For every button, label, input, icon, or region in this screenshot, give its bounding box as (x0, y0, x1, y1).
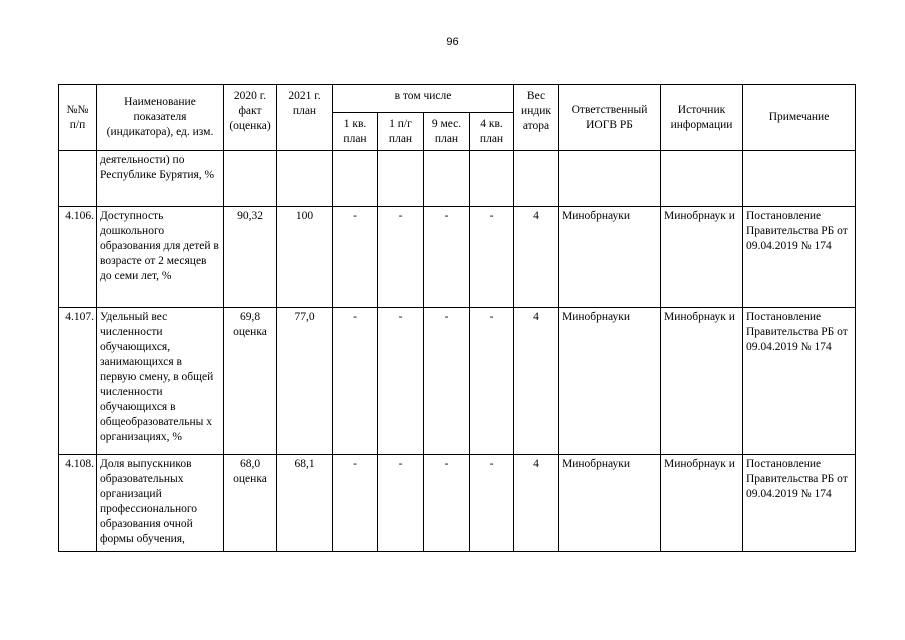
table-row (59, 151, 856, 207)
row-responsible (559, 151, 661, 207)
row-name: Доля выпускников образовательных организаций профессионального образования очной формы обучения, (97, 455, 224, 552)
row-note (743, 151, 856, 207)
header-name: Наименование показателя (индикатора), ед. изм. (97, 85, 224, 151)
row-plan: 68,1 (277, 455, 333, 552)
row-note: Постановление Правительства РБ от 09.04.2019 № 174 (743, 308, 856, 455)
row-num: 4.108. (59, 455, 97, 552)
row-q4: - (470, 207, 514, 308)
row-weight (514, 151, 559, 207)
header-q4: 4 кв. план (470, 113, 514, 151)
table-row (59, 207, 856, 308)
indicators-table (58, 84, 856, 552)
row-9m (424, 151, 470, 207)
table-row (59, 455, 856, 552)
header-note: Примечание (743, 85, 856, 151)
row-h1: - (378, 207, 424, 308)
row-responsible: Минобрнауки (559, 455, 661, 552)
header-including: в том числе (333, 85, 514, 113)
row-q4 (470, 151, 514, 207)
row-q4: - (470, 455, 514, 552)
row-q1: - (333, 207, 378, 308)
row-9m: - (424, 308, 470, 455)
row-note: Постановление Правительства РБ от 09.04.2019 № 174 (743, 455, 856, 552)
row-h1: - (378, 455, 424, 552)
row-q1: - (333, 308, 378, 455)
row-num: 4.106. (59, 207, 97, 308)
table-row (59, 308, 856, 455)
header-source: Источник информации (661, 85, 743, 151)
row-9m: - (424, 207, 470, 308)
row-weight: 4 (514, 455, 559, 552)
row-fact: 68,0 оценка (224, 455, 277, 552)
row-weight: 4 (514, 308, 559, 455)
row-num (59, 151, 97, 207)
row-name: деятельности) по Республике Бурятия, % (97, 151, 224, 207)
row-name: Доступность дошкольного образования для детей в возрасте от 2 месяцев до семи лет, % (97, 207, 224, 308)
row-plan (277, 151, 333, 207)
row-q4: - (470, 308, 514, 455)
page-number: 96 (446, 36, 459, 48)
row-name: Удельный вес численности обучающихся, занимающихся в первую смену, в общей численности обучающихся в общеобразовательны х организациях, % (97, 308, 224, 455)
header-weight: Вес индик атора (514, 85, 559, 151)
row-fact: 69,8 оценка (224, 308, 277, 455)
row-fact (224, 151, 277, 207)
row-source: Минобрнаук и (661, 207, 743, 308)
row-h1: - (378, 308, 424, 455)
row-source: Минобрнаук и (661, 308, 743, 455)
row-num: 4.107. (59, 308, 97, 455)
row-weight: 4 (514, 207, 559, 308)
row-plan: 77,0 (277, 308, 333, 455)
row-q1: - (333, 455, 378, 552)
header-9m: 9 мес. план (424, 113, 470, 151)
row-9m: - (424, 455, 470, 552)
header-responsible: Ответственный ИОГВ РБ (559, 85, 661, 151)
row-responsible: Минобрнауки (559, 207, 661, 308)
header-fact-2020: 2020 г. факт (оценка) (224, 85, 277, 151)
row-h1 (378, 151, 424, 207)
row-source (661, 151, 743, 207)
row-responsible: Минобрнауки (559, 308, 661, 455)
row-source: Минобрнаук и (661, 455, 743, 552)
header-num: №№ п/п (59, 85, 97, 151)
row-q1 (333, 151, 378, 207)
header-q1: 1 кв. план (333, 113, 378, 151)
header-plan-2021: 2021 г. план (277, 85, 333, 151)
row-fact: 90,32 (224, 207, 277, 308)
header-h1: 1 п/г план (378, 113, 424, 151)
row-plan: 100 (277, 207, 333, 308)
row-note: Постановление Правительства РБ от 09.04.2019 № 174 (743, 207, 856, 308)
